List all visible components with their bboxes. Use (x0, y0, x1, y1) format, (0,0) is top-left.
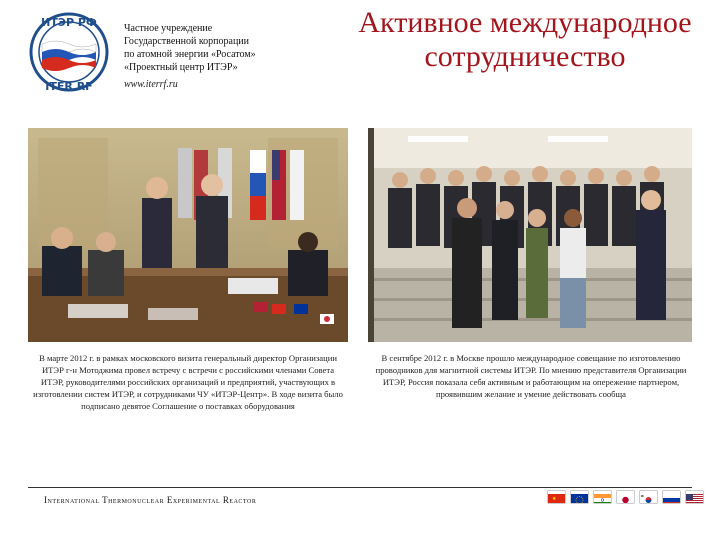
china-flag-icon (548, 491, 565, 503)
logo-bottom-text: ITER RF (45, 80, 93, 93)
footer-divider (28, 487, 692, 488)
group-photo (368, 128, 692, 342)
left-caption: В марте 2012 г. в рамках московского визита генеральный директор Организации ИТЭР г-н Мотоджима провел встречу с встречи с российскими членами Совета ИТЭР, руководителями российских организаций и предприятий, участвующих в изготовлении систем ИТЭР, и сотрудниками ЧУ «ИТЭР-Центр». В ходе визита было подписано девятое Соглашение о поставках оборудования (33, 353, 343, 411)
title-line-2: сотрудничество (424, 40, 626, 73)
iter-rf-logo (28, 10, 110, 96)
partner-flags (548, 491, 703, 503)
org-line-2: Государственной корпорации (124, 36, 250, 47)
eu-flag-icon (571, 491, 588, 503)
usa-flag-icon (686, 491, 703, 503)
org-line-4: «Проектный центр ИТЭР» (124, 62, 238, 73)
russia-flag-icon (663, 491, 680, 503)
japan-flag-icon (617, 491, 634, 503)
org-line-1: Частное учреждение (124, 23, 213, 34)
page-title (340, 6, 710, 74)
meeting-photo (28, 128, 348, 342)
title-line-1: Активное международное (358, 6, 692, 39)
right-caption: В сентябре 2012 г. в Москве прошло международное совещание по изготовлению проводников для магнитной системы ИТЭР. По мнению представителя Организации ИТЭР, Россия показала себя активным и работающим на опережение партнером, проявившим желание и умение действовать сообща (375, 353, 687, 399)
org-line-3: по атомной энергии «Росатом» (124, 49, 256, 60)
svg-text:★: ★ (552, 496, 557, 502)
logo-top-text: ИТЭР РФ (41, 16, 97, 29)
organization-info (124, 22, 324, 91)
korea-flag-icon (640, 491, 657, 503)
org-url-link[interactable]: www.iterrf.ru (124, 79, 178, 90)
india-flag-icon (594, 491, 611, 503)
footer-text: International Thermonuclear Experimental Reactor (44, 495, 257, 505)
